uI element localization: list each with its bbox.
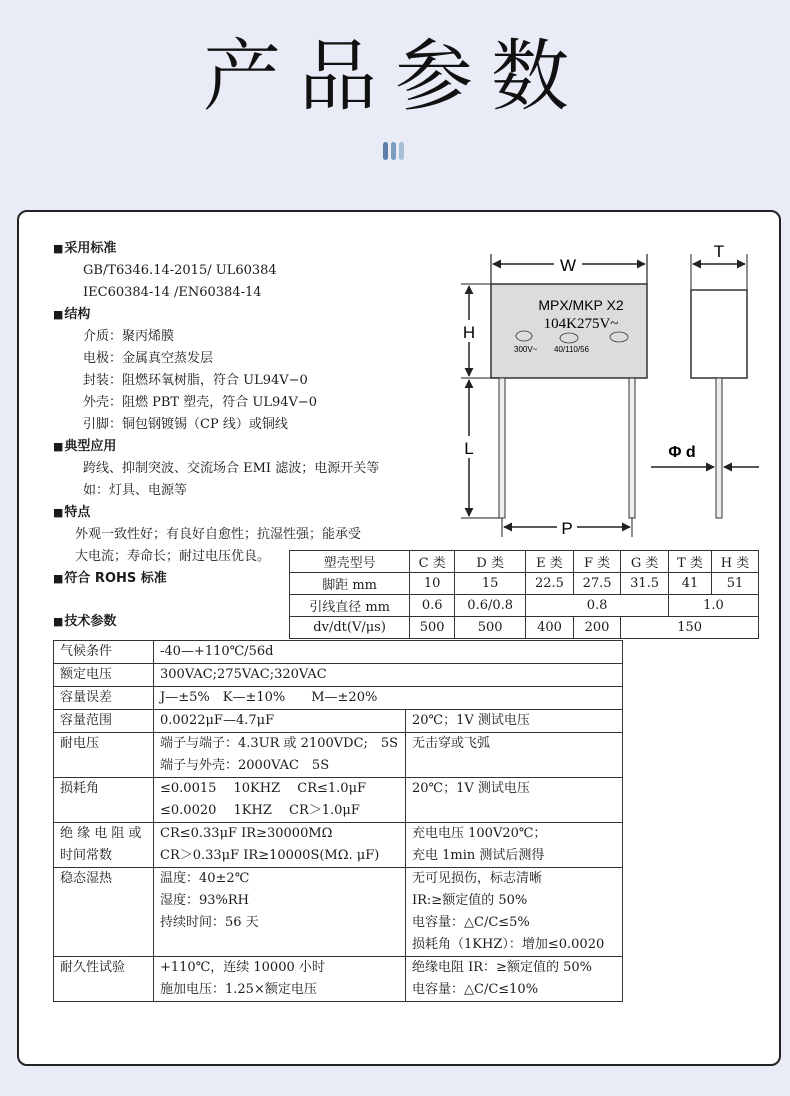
page-title: 产品参数 bbox=[202, 32, 587, 122]
standard-heading: ■ 采用标准 bbox=[53, 238, 433, 260]
note-line: 损耗角（1KHZ）：增加≤0.0020 bbox=[412, 937, 605, 952]
param-value bbox=[154, 868, 406, 957]
table-cell: F 类 bbox=[573, 551, 621, 573]
param-name bbox=[54, 823, 154, 868]
param-note: 无击穿或飞弧 bbox=[406, 733, 623, 778]
param-value bbox=[154, 733, 406, 778]
note-line: 无可见损伤，标志清晰 bbox=[412, 871, 543, 886]
value-line: CR≤0.33μF IR≥30000MΩ bbox=[160, 826, 333, 841]
value-line: ≤0.0015 10KHZ CR≤1.0μF bbox=[160, 781, 367, 796]
table-cell: 0.6 bbox=[410, 595, 455, 617]
value-line: ≤0.0020 1KHZ CR＞1.0μF bbox=[160, 803, 360, 818]
note-line: 绝缘电阻 IR：≥额定值的 50% bbox=[412, 960, 592, 975]
feature-line: 大电流；寿命长；耐过电压优良。 bbox=[75, 549, 271, 564]
body-text-1: MPX/MKP X2 bbox=[538, 297, 624, 313]
table-cell: 0.6/0.8 bbox=[455, 595, 526, 617]
param-name: 损耗角 bbox=[54, 778, 154, 823]
title-decoration bbox=[383, 142, 407, 164]
structure-line: 介质：聚丙烯膜 bbox=[83, 329, 175, 344]
table-cell: 1.0 bbox=[668, 595, 758, 617]
standard-line: GB/T6346.14-2015/ UL60384 bbox=[83, 263, 277, 278]
value-line: +110℃，连续 10000 小时 bbox=[160, 960, 325, 975]
table-row bbox=[54, 664, 623, 687]
value-line: 持续时间：56 天 bbox=[160, 915, 259, 930]
value-line: 温度：40±2℃ bbox=[160, 871, 250, 886]
table-cell: T 类 bbox=[668, 551, 711, 573]
value-line: 湿度：93%RH bbox=[160, 893, 250, 908]
spec-card bbox=[17, 210, 781, 1066]
table-cell: E 类 bbox=[526, 551, 574, 573]
table-row bbox=[290, 595, 759, 617]
table-cell: 15 bbox=[455, 573, 526, 595]
table-cell: 脚距 mm bbox=[290, 573, 410, 595]
feature-heading: ■ 特点 bbox=[53, 502, 433, 524]
lead-side bbox=[716, 378, 722, 518]
table-cell: 31.5 bbox=[621, 573, 669, 595]
table-row bbox=[290, 617, 759, 639]
param-name: 额定电压 bbox=[54, 664, 154, 687]
table-row bbox=[54, 957, 623, 1002]
rohs-heading: ■ 符合 ROHS 标准 bbox=[53, 568, 433, 590]
note-line: 电容量：△C/C≤5% bbox=[412, 915, 530, 930]
table-cell: 27.5 bbox=[573, 573, 621, 595]
standard-line: IEC60384-14 /EN60384-14 bbox=[83, 285, 262, 300]
param-note bbox=[406, 823, 623, 868]
body-text-4: 40/110/56 bbox=[554, 345, 589, 354]
spec-text bbox=[53, 238, 433, 590]
param-value: 0.0022μF—4.7μF bbox=[154, 710, 406, 733]
table-row bbox=[54, 778, 623, 823]
body-text-2: 104K275V~ bbox=[543, 316, 619, 332]
application-line: 如：灯具、电源等 bbox=[83, 483, 188, 498]
param-note bbox=[406, 957, 623, 1002]
table-cell: C 类 bbox=[410, 551, 455, 573]
structure-heading: ■ 结构 bbox=[53, 304, 433, 326]
table-row bbox=[54, 641, 623, 664]
note-line: IR:≥额定值的 50% bbox=[412, 893, 528, 908]
lead-left bbox=[499, 378, 505, 518]
label-d: Φ d bbox=[668, 444, 696, 461]
capacitor-side-body bbox=[691, 290, 747, 378]
param-name: 气候条件 bbox=[54, 641, 154, 664]
table-cell: 150 bbox=[621, 617, 759, 639]
structure-line: 引脚：铜包钢镀锡（CP 线）或铜线 bbox=[83, 417, 288, 432]
param-value bbox=[154, 823, 406, 868]
label-p: P bbox=[561, 519, 573, 538]
application-line: 跨线、抑制突波、交流场合 EMI 滤波；电源开关等 bbox=[83, 461, 380, 476]
label-l: L bbox=[464, 439, 474, 458]
tech-params-table bbox=[53, 640, 623, 1002]
table-row bbox=[290, 551, 759, 573]
table-cell: H 类 bbox=[712, 551, 759, 573]
note-line: 充电 1min 测试后测得 bbox=[412, 848, 545, 863]
shell-type-table bbox=[289, 550, 759, 639]
body-text-3: 300V~ bbox=[514, 345, 538, 354]
table-cell: 51 bbox=[712, 573, 759, 595]
param-value bbox=[154, 957, 406, 1002]
table-cell: 41 bbox=[668, 573, 711, 595]
name-line: 时间常数 bbox=[60, 848, 113, 863]
value-line: 端子与端子：4.3UR 或 2100VDC; 5S bbox=[160, 736, 399, 751]
table-cell: 500 bbox=[410, 617, 455, 639]
table-row bbox=[54, 733, 623, 778]
application-heading: ■ 典型应用 bbox=[53, 436, 433, 458]
note-line: 充电电压 100V20℃； bbox=[412, 826, 547, 841]
value-line: 端子与外壳：2000VAC 5S bbox=[160, 758, 330, 773]
label-t: T bbox=[713, 242, 725, 261]
table-cell: dv/dt(V/μs) bbox=[290, 617, 410, 639]
capacitor-dimension-diagram bbox=[439, 232, 769, 552]
feature-line: 外观一致性好；有良好自愈性；抗湿性强；能承受 bbox=[75, 527, 362, 542]
table-cell: 引线直径 mm bbox=[290, 595, 410, 617]
param-value: 300VAC;275VAC;320VAC bbox=[154, 664, 623, 687]
table-cell: D 类 bbox=[455, 551, 526, 573]
param-name: 耐久性试验 bbox=[54, 957, 154, 1002]
table-row bbox=[54, 823, 623, 868]
table-cell: 200 bbox=[573, 617, 621, 639]
param-name: 稳态湿热 bbox=[54, 868, 154, 957]
table-row bbox=[54, 868, 623, 957]
param-note: 20℃；1V 测试电压 bbox=[406, 710, 623, 733]
lead-right bbox=[629, 378, 635, 518]
table-cell: G 类 bbox=[621, 551, 669, 573]
label-h: H bbox=[462, 323, 476, 342]
param-value: -40—+110℃/56d bbox=[154, 641, 623, 664]
table-cell: 0.8 bbox=[526, 595, 669, 617]
table-row bbox=[54, 710, 623, 733]
table-cell: 400 bbox=[526, 617, 574, 639]
table-cell: 10 bbox=[410, 573, 455, 595]
param-note bbox=[406, 868, 623, 957]
param-name: 容量范围 bbox=[54, 710, 154, 733]
param-value: J—±5% K—±10% M—±20% bbox=[154, 687, 623, 710]
table-cell: 500 bbox=[455, 617, 526, 639]
structure-line: 电极：金属真空蒸发层 bbox=[83, 351, 214, 366]
value-line: 施加电压：1.25×额定电压 bbox=[160, 982, 317, 997]
structure-line: 外壳：阻燃 PBT 塑壳，符合 UL94Ⅴ−0 bbox=[83, 395, 318, 410]
table-row bbox=[290, 573, 759, 595]
table-row bbox=[54, 687, 623, 710]
param-note: 20℃；1V 测试电压 bbox=[406, 778, 623, 823]
table-cell: 塑壳型号 bbox=[290, 551, 410, 573]
table-cell: 22.5 bbox=[526, 573, 574, 595]
tech-heading: ■ 技术参数 bbox=[53, 610, 116, 629]
structure-line: 封装：阻燃环氧树脂，符合 UL94Ⅴ−0 bbox=[83, 373, 308, 388]
note-line: 电容量：△C/C≤10% bbox=[412, 982, 539, 997]
param-name: 容量误差 bbox=[54, 687, 154, 710]
name-line: 绝 缘 电 阻 或 bbox=[60, 826, 142, 841]
value-line: CR＞0.33μF IR≥10000S(MΩ. μF) bbox=[160, 848, 380, 863]
label-w: W bbox=[559, 256, 577, 275]
param-name: 耐电压 bbox=[54, 733, 154, 778]
param-value bbox=[154, 778, 406, 823]
